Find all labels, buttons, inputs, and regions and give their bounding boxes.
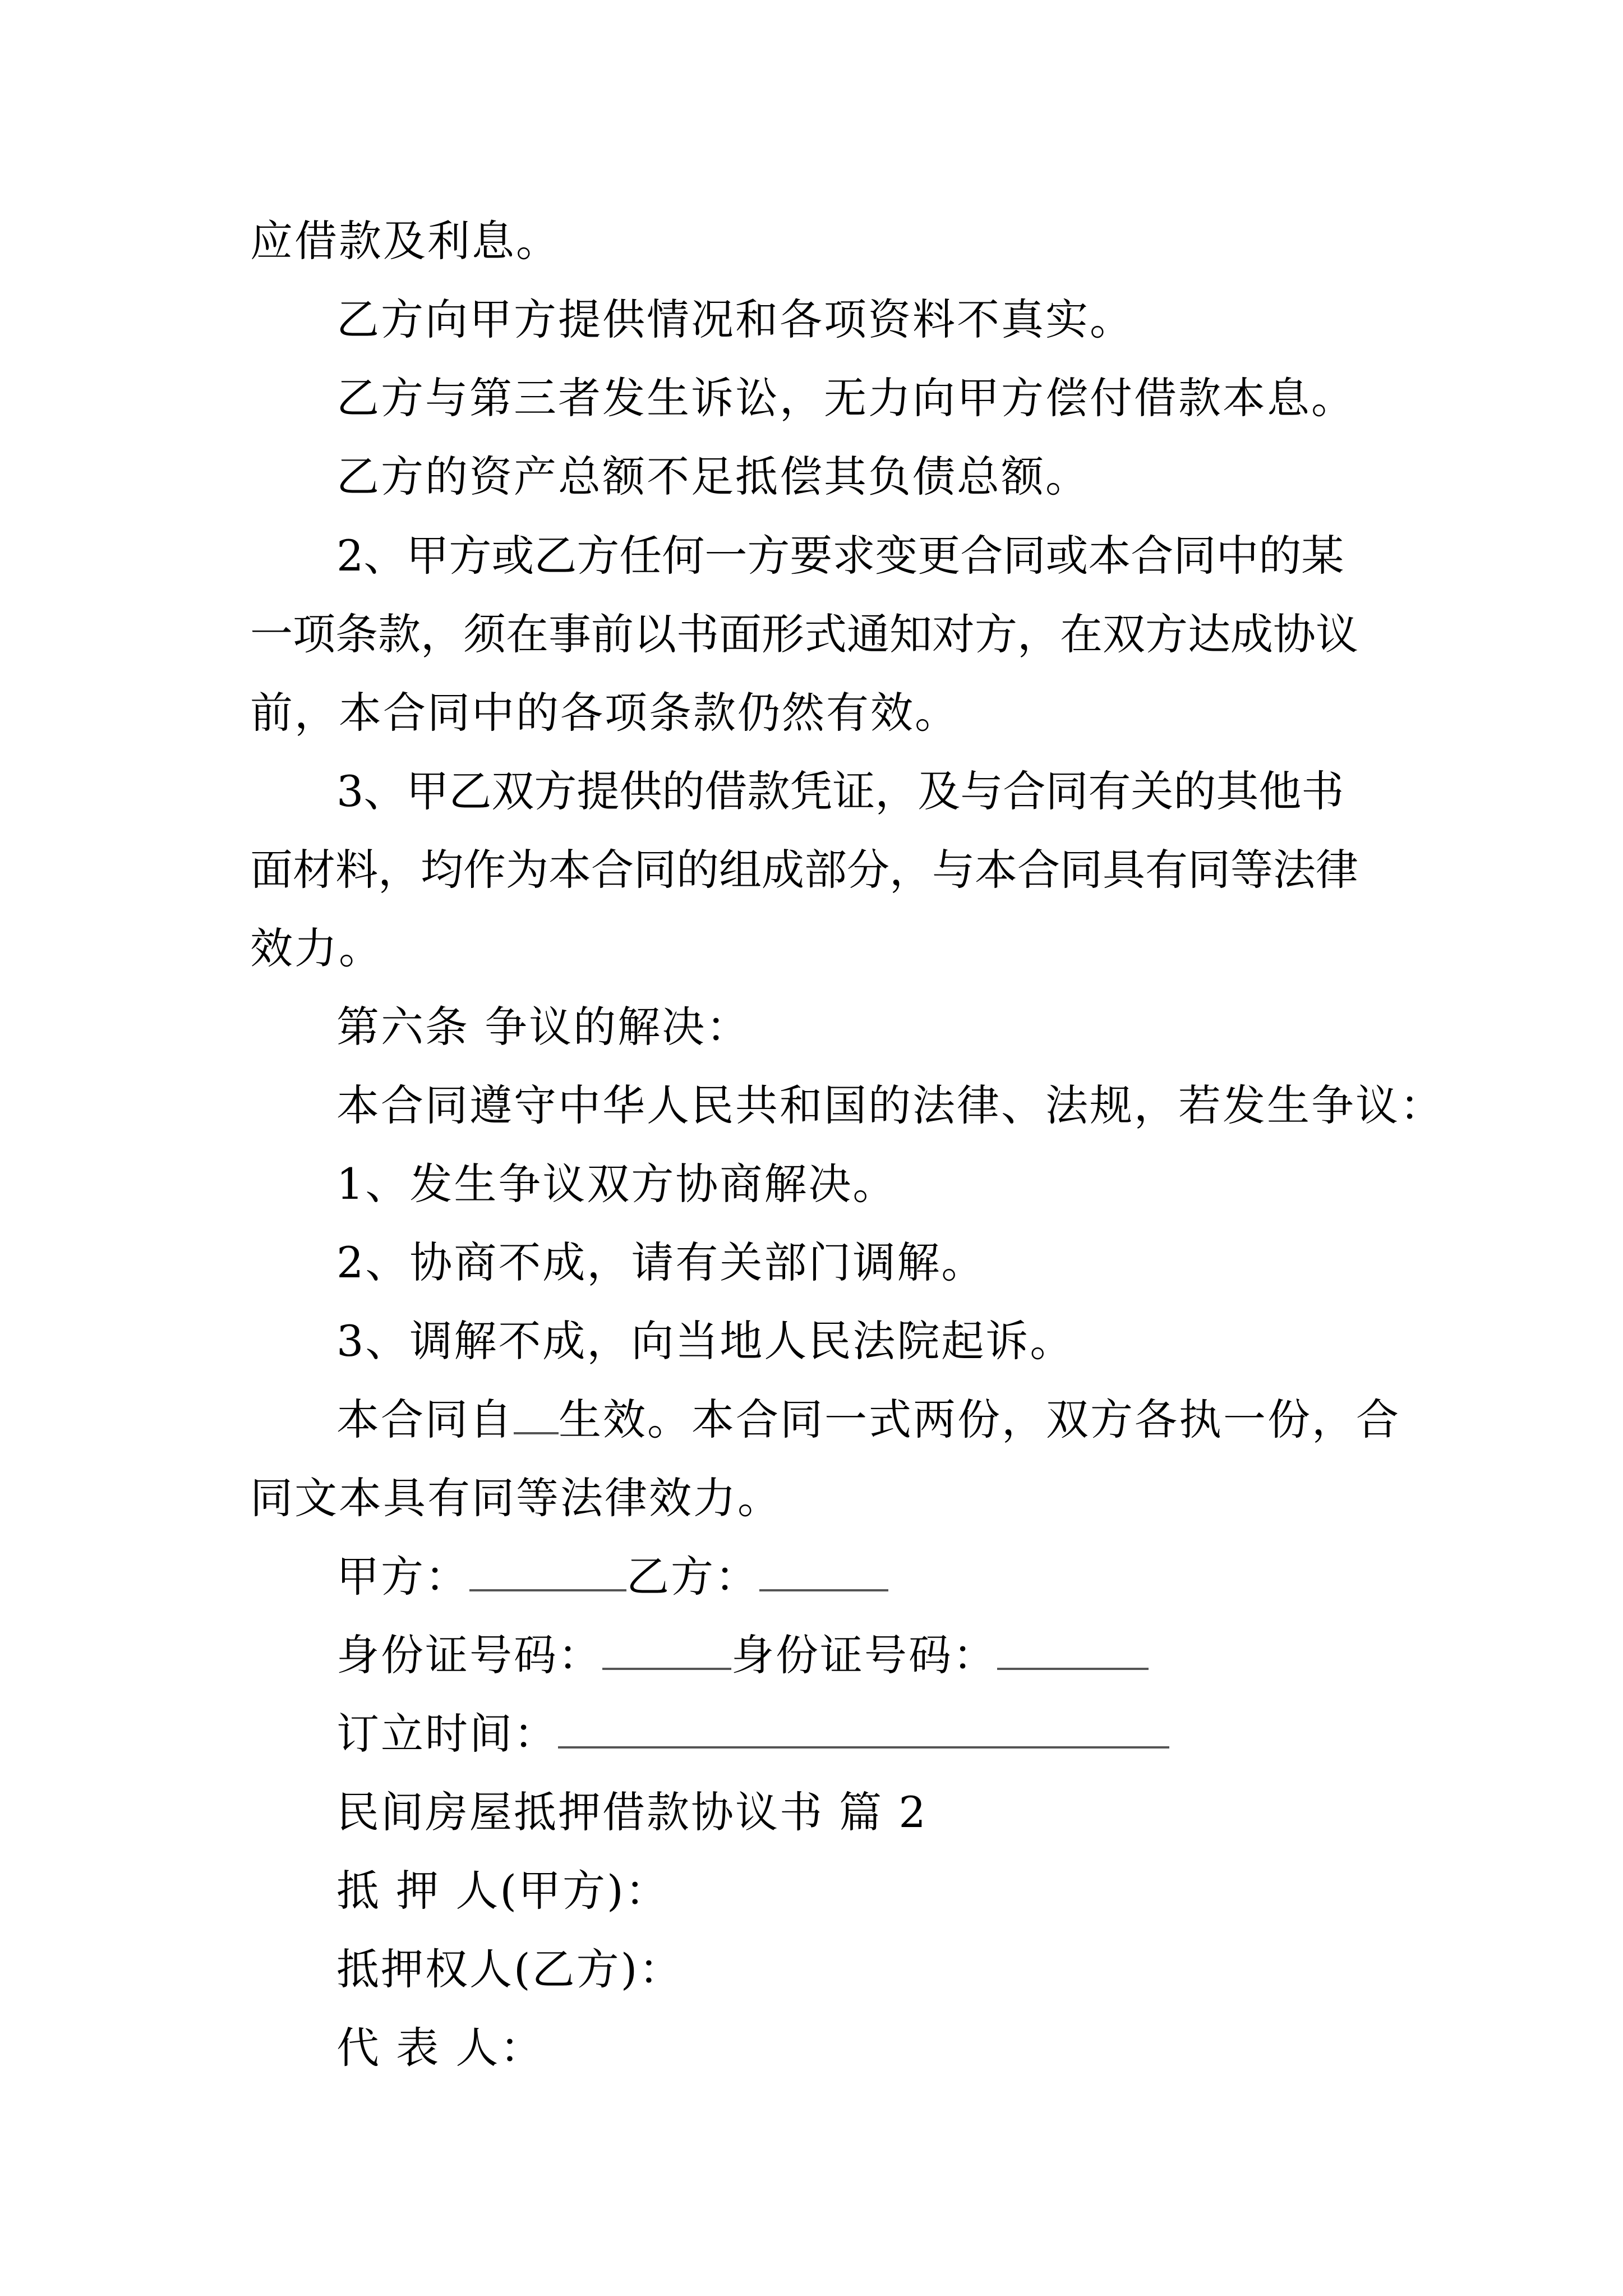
effective-date-blank <box>514 1398 559 1434</box>
mortgagee-line: 抵押权人(乙方)： <box>336 1944 684 1994</box>
id-line <box>336 1630 1149 1680</box>
date-label: 订立时间： <box>336 1709 558 1759</box>
text-line <box>336 1395 1400 1444</box>
text-line: 应借款及利息。 <box>250 216 560 266</box>
signature-line <box>336 1552 888 1602</box>
id-label-b: 身份证号码： <box>731 1630 997 1680</box>
text-line: 效力。 <box>250 923 383 973</box>
text-line: 2、甲方或乙方任何一方要求变更合同或本合同中的某 <box>336 531 1344 581</box>
text-line: 3、甲乙双方提供的借款凭证，及与合同有关的其他书 <box>336 766 1344 816</box>
text-line: 前，本合同中的各项条款仍然有效。 <box>250 688 959 738</box>
text-line: 面材料，均作为本合同的组成部分，与本合同具有同等法律 <box>250 845 1358 895</box>
list-item: 2、协商不成，请有关部门调解。 <box>336 1237 986 1287</box>
text-line: 一项条款，须在事前以书面形式通知对方，在双方达成协议 <box>250 609 1358 659</box>
text-line: 本合同遵守中华人民共和国的法律、法规，若发生争议： <box>336 1080 1444 1130</box>
section-title: 民间房屋抵押借款协议书 篇 2 <box>336 1787 928 1837</box>
id-a-blank <box>602 1634 731 1670</box>
date-blank <box>558 1713 1169 1749</box>
id-b-blank <box>997 1634 1149 1670</box>
text-line: 乙方与第三者发生诉讼，无力向甲方偿付借款本息。 <box>336 373 1355 423</box>
party-b-label: 乙方： <box>626 1552 759 1602</box>
id-label-a: 身份证号码： <box>336 1630 602 1680</box>
text-line: 乙方向甲方提供情况和各项资料不真实。 <box>336 295 1134 344</box>
party-b-blank <box>759 1556 888 1591</box>
mortgagor-line: 抵 押 人(甲方)： <box>336 1866 670 1916</box>
article-heading: 第六条 争议的解决： <box>336 1002 751 1052</box>
list-item: 3、调解不成，向当地人民法院起诉。 <box>336 1316 1075 1366</box>
date-line <box>336 1709 1169 1759</box>
text-line: 乙方的资产总额不足抵偿其负债总额。 <box>336 452 1090 501</box>
text-line: 同文本具有同等法律效力。 <box>250 1473 782 1523</box>
text-fragment: 本合同自 <box>336 1395 514 1444</box>
text-fragment: 生效。本合同一式两份，双方各执一份，合 <box>559 1395 1400 1444</box>
list-item: 1、发生争议双方协商解决。 <box>336 1159 897 1209</box>
party-a-blank <box>469 1556 626 1591</box>
representative-line: 代 表 人： <box>336 2023 545 2073</box>
party-a-label: 甲方： <box>336 1552 469 1602</box>
